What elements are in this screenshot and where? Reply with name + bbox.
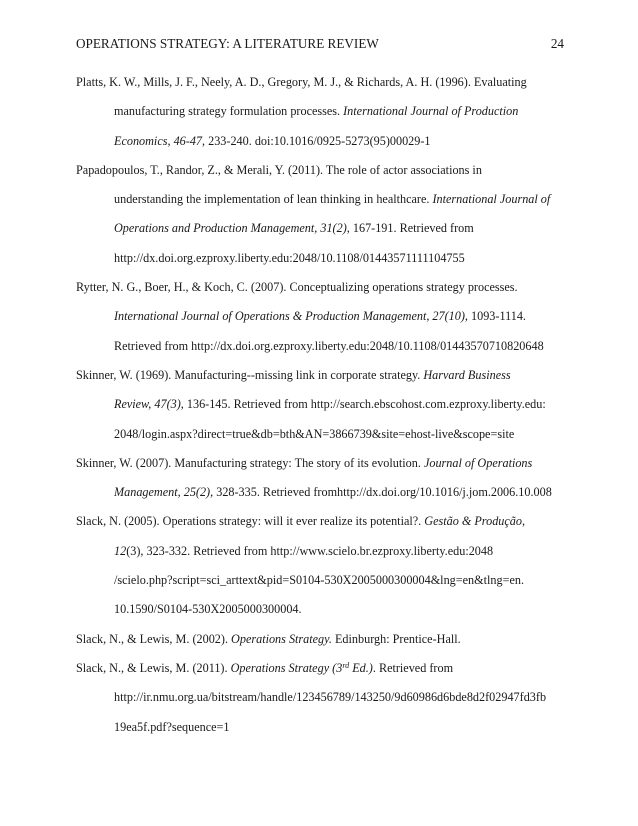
journal-title: Operations and Production Management, 31(2) (114, 221, 347, 236)
volume-number: 12 (114, 543, 127, 558)
reference-doi: 10.1590/S0104-530X2005000300004. (114, 602, 302, 617)
journal-title: Management, 25(2), (114, 485, 214, 500)
reference-line: Economics, 46-47, 233-240. doi:10.1016/0925-5273(95)00029-1 (114, 133, 431, 148)
reference-line: Slack, N., & Lewis, M. (2002). Operations Strategy. Edinburgh: Prentice-Hall. (76, 631, 461, 646)
journal-title: Gestão & Produção (424, 514, 522, 529)
reference-url: 2048/login.aspx?direct=true&db=bth&AN=3866739&site=ehost-live&scope=site (114, 426, 515, 441)
reference-line: Skinner, W. (1969). Manufacturing--missing link in corporate strategy. Harvard Business (76, 367, 511, 382)
reference-url: Retrieved from http://dx.doi.org.ezproxy.liberty.edu:2048/10.1108/01443570710820648 (114, 338, 544, 353)
reference-entry-skinner-2007 (76, 449, 576, 508)
reference-line: Papadopoulos, T., Randor, Z., & Merali, Y. (2011). The role of actor associations in (76, 162, 482, 177)
reference-line: Rytter, N. G., Boer, H., & Koch, C. (2007). Conceptualizing operations strategy processes. (76, 280, 518, 295)
reference-line: Skinner, W. (2007). Manufacturing strategy: The story of its evolution. Journal of Operations (76, 455, 533, 470)
reference-entry-platts (76, 68, 576, 156)
book-title: Operations Strategy (3 (230, 660, 343, 675)
reference-url: http://ir.nmu.org.ua/bitstream/handle/123456789/143250/9d60986d6bde8d2f02947fd3fb (114, 690, 547, 705)
journal-title: Journal of Operations (423, 455, 533, 470)
reference-entry-rytter (76, 273, 576, 361)
journal-title: Harvard Business (423, 367, 511, 382)
reference-list (76, 68, 576, 742)
reference-line: Review, 47(3), 136-145. Retrieved from http://search.ebscohost.com.ezproxy.liberty.edu: (114, 397, 546, 412)
page-number: 24 (550, 36, 564, 51)
reference-line: Slack, N., & Lewis, M. (2011). Operations Strategy (3rd Ed.). Retrieved from (76, 660, 454, 675)
reference-line: understanding the implementation of lean thinking in healthcare. International Journal of (114, 192, 551, 207)
book-title-edition: Ed.) (349, 660, 373, 675)
journal-title: International Journal of Production (343, 104, 519, 119)
reference-line: Management, 25(2), 328-335. Retrieved fromhttp://dx.doi.org/10.1016/j.jom.2006.10.008 (114, 485, 552, 500)
journal-title: Economics, 46-47 (114, 133, 203, 148)
reference-url: http://dx.doi.org.ezproxy.liberty.edu:2048/10.1108/01443571111104755 (114, 250, 465, 265)
reference-entry-skinner-1969 (76, 361, 576, 449)
reference-url: /scielo.php?script=sci_arttext&pid=S0104-530X2005000300004&lng=en&tlng=en. (114, 573, 524, 588)
reference-line: manufacturing strategy formulation processes. International Journal of Production (114, 104, 519, 119)
reference-line: Slack, N. (2005). Operations strategy: will it ever realize its potential?. Gestão & Produção, (76, 514, 526, 529)
reference-line: International Journal of Operations & Production Management, 27(10), 1093-1114. (114, 309, 526, 324)
reference-line: Operations and Production Management, 31(2), 167-191. Retrieved from (114, 221, 474, 236)
reference-entry-slack-lewis-2002 (76, 625, 576, 654)
reference-url: 19ea5f.pdf?sequence=1 (114, 719, 230, 734)
journal-title: International Journal of (432, 192, 551, 207)
journal-title: Review, 47(3) (114, 397, 181, 412)
reference-entry-papadopoulos (76, 156, 576, 273)
journal-title: International Journal of Operations & Production Management, 27(10), (114, 309, 468, 324)
reference-entry-slack-2005 (76, 507, 576, 624)
reference-line: Platts, K. W., Mills, J. F., Neely, A. D., Gregory, M. J., & Richards, A. H. (1996). Evaluating (76, 75, 527, 89)
reference-line: 12(3), 323-332. Retrieved from http://www.scielo.br.ezproxy.liberty.edu:2048 (114, 543, 494, 558)
reference-entry-slack-lewis-2011 (76, 654, 576, 742)
edition-superscript: rd (342, 660, 350, 670)
running-head: OPERATIONS STRATEGY: A LITERATURE REVIEW (76, 36, 379, 51)
book-title: Operations Strategy. (231, 631, 332, 646)
